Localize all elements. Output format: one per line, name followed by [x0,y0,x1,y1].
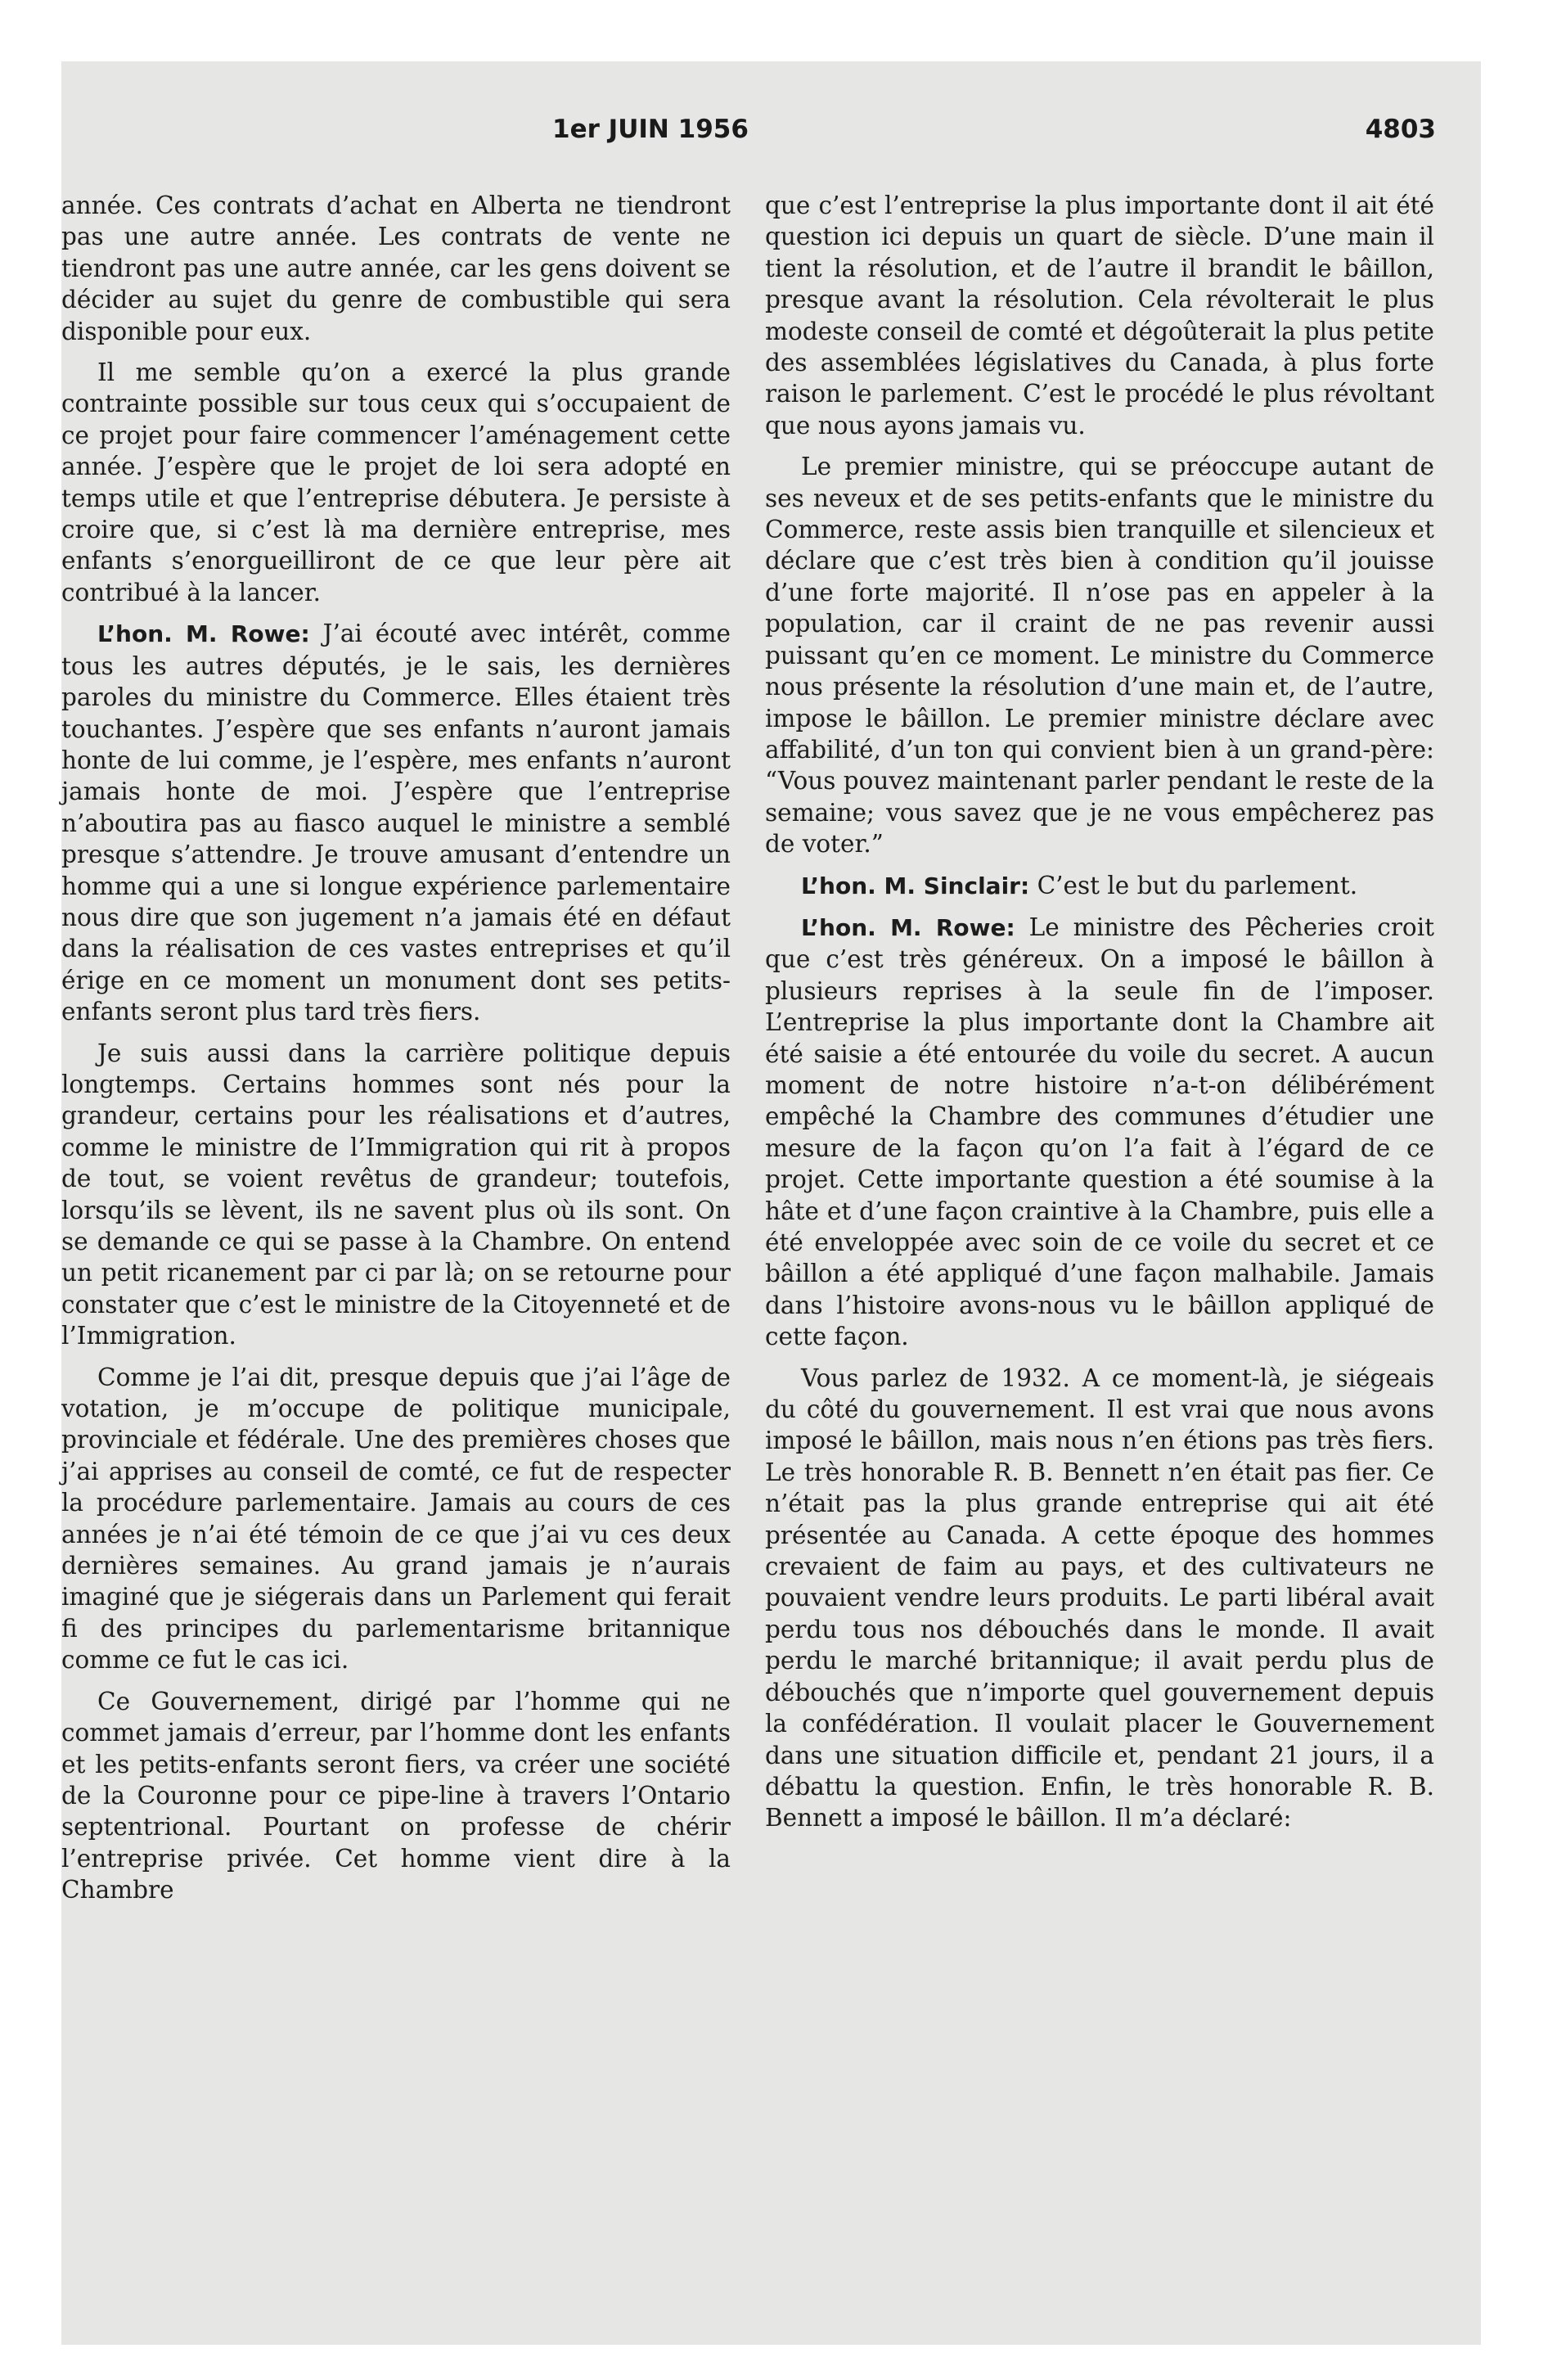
paragraph-text: C’est le but du parlement. [1037,871,1358,899]
paragraph-text: Le premier ministre, qui se préoccupe autant de ses neveux et de ses petits-enfants que le ministre du Commerce, reste assis bien tranquille et silencieux et déclare que c’est très bien à condition qu’il jouisse d’une forte majorité. Il n’ose pas en appeler à la population, car il craint de ne pas revenir aussi puissant qu’en ce moment. Le ministre du Commerce nous présente la résolution d’une main et, de l’autre, impose le bâillon. Le premier ministre déclare avec affabilité, d’un ton qui convient bien à un grand-père: “Vous pouvez maintenant parler pendant le reste de la semaine; vous savez que je ne vous empêcherez pas de voter.” [765,453,1434,859]
speaker-name: L’hon. M. Rowe: [97,620,310,648]
paragraph [765,912,1434,1353]
header-date: 1er JUIN 1956 [552,115,749,144]
page-header [552,115,1436,156]
left-column [61,190,731,1916]
paragraph-text: Il me semble qu’on a exercé la plus grande contrainte possible sur tous ceux qui s’occupaient de ce projet pour faire commencer l’aménagement cette année. J’espère que le projet de loi sera adopté en temps utile et que l’entreprise débutera. Je persiste à croire que, si c’est là ma dernière entreprise, mes enfants s’enorgueilliront de ce que leur père ait contribué à la lancer. [61,358,731,606]
paragraph [765,870,1434,902]
speaker-name: L’hon. M. Sinclair: [801,872,1030,899]
paragraph-text: Comme je l’ai dit, presque depuis que j’ai l’âge de votation, je m’occupe de politique municipale, provinciale et fédérale. Une des premières choses que j’ai apprises au conseil de comté, ce fut de respecter la procédure parlementaire. Jamais au cours de ces années je n’ai été témoin de ce que j’ai vu ces deux dernières semaines. Au grand jamais je n’aurais imaginé que je siégerais dans un Parlement qui ferait fi des principes du parlementarisme britannique comme ce fut le cas ici. [61,1363,731,1675]
speaker-name: L’hon. M. Rowe: [801,913,1015,941]
page-number: 4803 [1365,115,1436,144]
paragraph [61,357,731,608]
paragraph-text: J’ai écouté avec intérêt, comme tous les autres députés, je le sais, les dernières paroles du ministre du Commerce. Elles étaient très touchantes. J’espère que ses enfants n’auront jamais honte de lui comme, je l’espère, mes enfants n’auront jamais honte de moi. J’espère que l’entreprise n’aboutira pas au fiasco auquel le ministre a semblé presque s’attendre. Je trouve amusant d’entendre un homme qui a une si longue expérience parlementaire nous dire que son jugement n’a jamais été en défaut dans la réalisation de ces vastes entreprises et qu’il érige en ce moment un monument dont ses petits-enfants seront plus tard très fiers. [61,620,731,1026]
paragraph [61,1686,731,1906]
paragraph-text: année. Ces contrats d’achat en Alberta ne tiendront pas une autre année. Les contrats de vente ne tiendront pas une autre année, car les gens doivent se décider au sujet du genre de combustible qui sera disponible pour eux. [61,192,731,345]
paragraph [61,1362,731,1676]
paragraph [61,190,731,347]
paragraph [61,618,731,1027]
right-column [765,190,1434,1844]
paragraph-text: Ce Gouvernement, dirigé par l’homme qui ne commet jamais d’erreur, par l’homme dont les enfants et les petits-enfants seront fiers, va créer une société de la Couronne pour ce pipe-line à travers l’Ontario septentrional. Pourtant on professe de chérir l’entreprise privée. Cet homme vient dire à la Chambre [61,1687,731,1904]
paragraph [765,451,1434,859]
paragraph-text: que c’est l’entreprise la plus importante dont il ait été question ici depuis un quart de siècle. D’une main il tient la résolution, et de l’autre il brandit le bâillon, presque avant la résolution. Cela révolterait le plus modeste conseil de comté et dégoûterait la plus petite des assemblées législatives du Canada, à plus forte raison le parlement. C’est le procédé le plus révoltant que nous ayons jamais vu. [765,192,1434,439]
paragraph [765,1363,1434,1834]
paragraph [765,190,1434,441]
paragraph-text: Je suis aussi dans la carrière politique depuis longtemps. Certains hommes sont nés pour la grandeur, certains pour les réalisations et d’autres, comme le ministre de l’Immigration qui rit à propos de tout, se voient revêtus de grandeur; toutefois, lorsqu’ils se lèvent, ils ne savent plus où ils sont. On se demande ce qui se passe à la Chambre. On entend un petit ricanement par ci par là; on se retourne pour constater que c’est le ministre de la Citoyenneté et de l’Immigration. [61,1039,731,1350]
paragraph-text: Vous parlez de 1932. A ce moment-là, je siégeais du côté du gouvernement. Il est vrai que nous avons imposé le bâillon, mais nous n’en étions pas très fiers. Le très honorable R. B. Bennett n’en était pas fier. Ce n’était pas la plus grande entreprise qui ait été présentée au Canada. A cette époque des hommes crevaient de faim au pays, et des cultivateurs ne pouvaient vendre leurs produits. Le parti libéral avait perdu tous nos débouchés dans le monde. Il avait perdu le marché britannique; il avait perdu plus de débouchés que n’importe quel gouvernement depuis la confédération. Il voulait placer le Gouvernement dans une situation difficile et, pendant 21 jours, il a débattu la question. Enfin, le très honorable R. B. Bennett a imposé le bâillon. Il m’a déclaré: [765,1364,1434,1832]
paragraph [61,1038,731,1352]
paragraph-text: Le ministre des Pêcheries croit que c’est très généreux. On a imposé le bâillon à plusieurs reprises à la seule fin de l’imposer. L’entreprise la plus importante dont la Chambre ait été saisie a été entourée du voile du secret. A aucun moment de notre histoire n’a-t-on délibérément empêché la Chambre des communes d’étudier une mesure de la façon qu’on l’a fait à l’égard de ce projet. Cette importante question a été soumise à la hâte et d’une façon craintive à la Chambre, puis elle a été enveloppée avec soin de ce voile du secret et ce bâillon a été appliqué d’une façon malhabile. Jamais dans l’histoire avons-nous vu le bâillon appliqué de cette façon. [765,913,1434,1351]
